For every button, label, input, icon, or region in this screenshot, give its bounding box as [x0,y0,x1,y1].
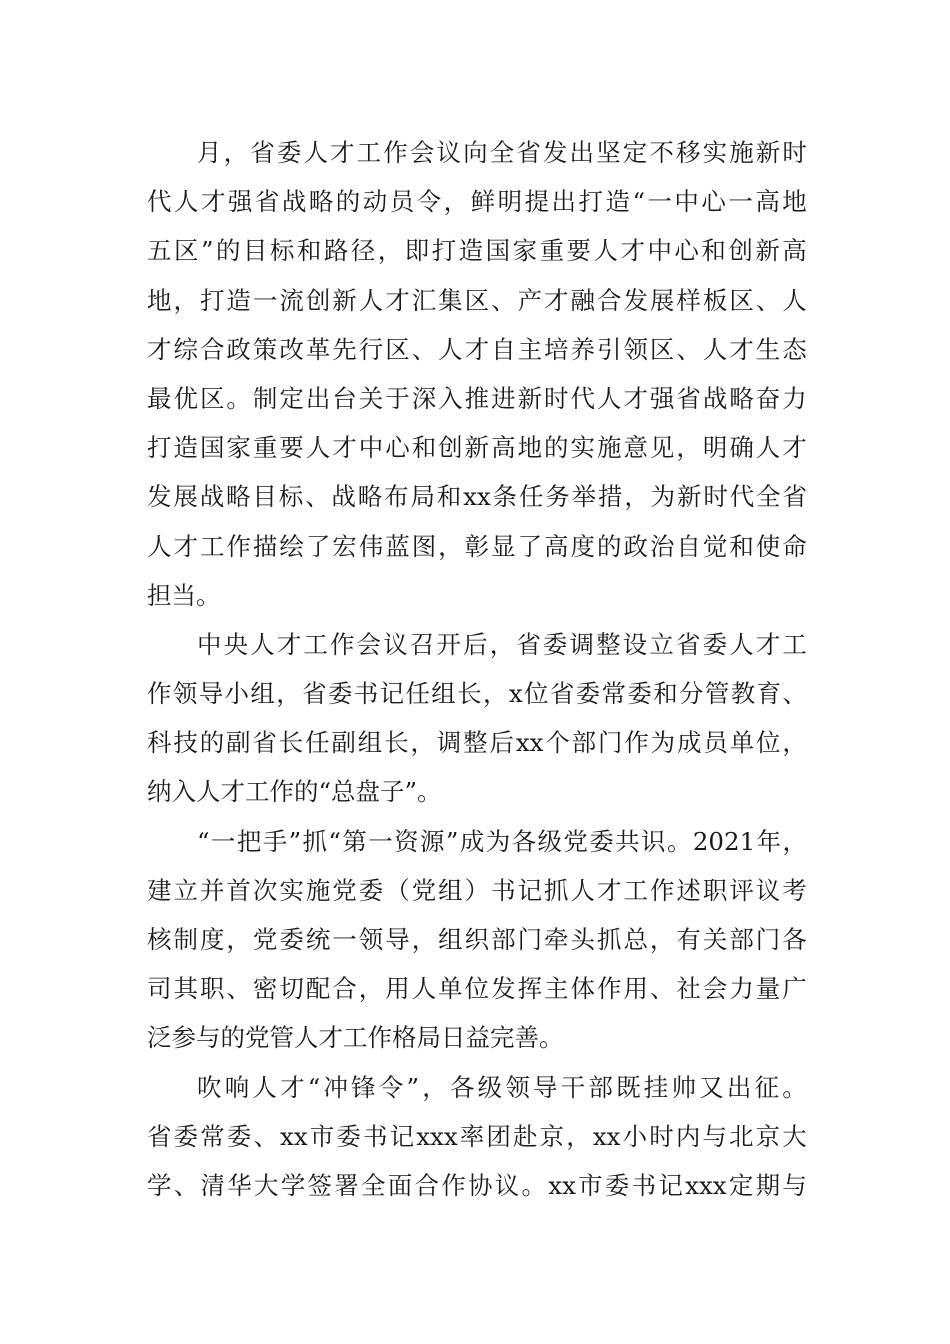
paragraph-p3 [147,817,807,1063]
text-line: 科 技 的 副 省 长 任 副 组 长 ， 调 整 后 xx 个 部 门 作 为 成 员 单 位 ， [147,728,807,758]
text-line: 泛参与的党管人才工作格局日益完善。 [147,1023,564,1053]
text-line: 建 立 并 首 次 实 施 党 委 （ 党 组 ） 书 记 抓 人 才 工 作 述 职 评 议 考 [147,875,807,905]
text-line: 核 制 度 ， 党 委 统 一 领 导 ， 组 织 部 门 牵 头 抓 总 ， 有 关 部 门 各 [147,925,807,954]
paragraph-p2 [147,620,807,817]
text-line: 省 委 常 委 、 xx 市 委 书 记 xxx 率 团 赴 京 ， xx 小 时 内 与 北 京 大 [147,1121,807,1151]
body-text [147,128,807,1210]
text-line: 中 央 人 才 工 作 会 议 召 开 后 ， 省 委 调 整 设 立 省 委 人 才 工 [197,629,807,659]
text-line: 司 其 职 、 密 切 配 合 ， 用 人 单 位 发 挥 主 体 作 用 、 社 会 力 量 广 [147,974,807,1004]
text-line: 纳入人才工作的“总盘子”。 [147,777,442,807]
text-line: 最 优 区 。 制 定 出 台 关 于 深 入 推 进 新 时 代 人 才 强 省 战 略 奋 力 [147,383,807,413]
text-line: 地 ， 打 造 一 流 创 新 人 才 汇 集 区 、 产 才 融 合 发 展 样 板 区 、 人 [147,285,807,315]
text-line: 学 、 清 华 大 学 签 署 全 面 合 作 协 议 。 xx 市 委 书 记 xxx 定 期 与 [147,1170,807,1200]
text-line: 打 造 国 家 重 要 人 才 中 心 和 创 新 高 地 的 实 施 意 见 ， 明 确 人 才 [147,433,807,463]
text-line: 人 才 工 作 描 绘 了 宏 伟 蓝 图 ， 彰 显 了 高 度 的 政 治 自 觉 和 使 命 [147,531,807,561]
text-line: 月 ， 省 委 人 才 工 作 会 议 向 全 省 发 出 坚 定 不 移 实 施 新 时 [197,138,807,167]
text-line: 发 展 战 略 目 标 、 战 略 布 局 和 xx 条 任 务 举 措 ， 为 新 时 代 全 省 [147,482,807,512]
text-line: 五 区 ” 的 目 标 和 路 径 ， 即 打 造 国 家 重 要 人 才 中 心 和 创 新 高 [147,236,807,266]
paragraph-p1 [147,128,807,620]
text-line: 吹 响 人 才 “ 冲 锋 令 ” ， 各 级 领 导 干 部 既 挂 帅 又 出 征 。 [197,1072,807,1102]
paragraph-p4 [147,1063,807,1211]
text-line: 代 人 才 强 省 战 略 的 动 员 令 ， 鲜 明 提 出 打 造 “ 一 中 心 一 高 地 [147,187,807,217]
text-line: “ 一 把 手 ” 抓 “ 第 一 资 源 ” 成 为 各 级 党 委 共 识 。 2021 年 ， [197,826,807,856]
text-line: 作 领 导 小 组 ， 省 委 书 记 任 组 长 ， x 位 省 委 常 委 和 分 管 教 育 、 [147,679,807,709]
text-line: 才 综 合 政 策 改 革 先 行 区 、 人 才 自 主 培 养 引 领 区 、 人 才 生 态 [147,334,807,364]
text-line: 担当。 [147,580,221,610]
